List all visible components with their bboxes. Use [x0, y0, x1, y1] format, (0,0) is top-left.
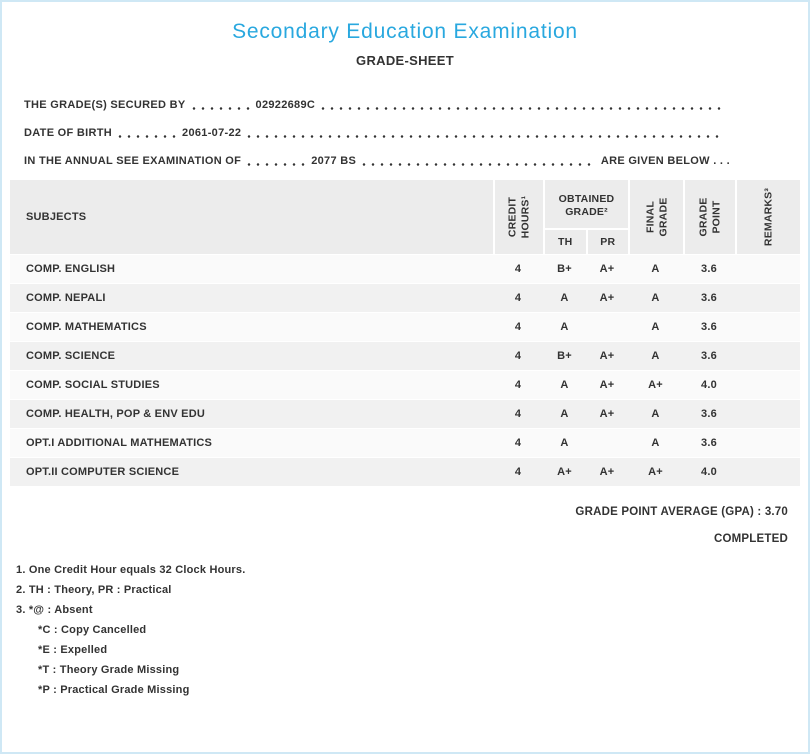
th-grade-cell: A: [560, 437, 569, 449]
grade-table: [10, 180, 800, 486]
column-header-obtained-grade: OBTAINED GRADE² TH PR: [543, 180, 628, 254]
column-header-remarks: REMARKS³: [735, 180, 800, 254]
candidate-info: [24, 84, 730, 168]
footnote: *E : Expelled: [38, 644, 108, 656]
table-row: [10, 254, 800, 283]
result-summary: [2, 506, 808, 545]
subject-cell: COMP. MATHEMATICS: [26, 321, 147, 333]
table-row: [10, 341, 800, 370]
table-row: [10, 283, 800, 312]
grade-point-cell: 3.6: [701, 350, 717, 362]
info-line-suffix: ARE GIVEN BELOW . . .: [600, 155, 730, 167]
dotted-leader: [192, 107, 250, 110]
pr-grade-cell: A+: [599, 466, 615, 478]
grade-point-cell: 4.0: [701, 379, 717, 391]
grade-table-body: [10, 254, 800, 486]
page-title: Secondary Education Examination: [232, 20, 578, 43]
dotted-leader: [118, 135, 176, 138]
pr-grade-cell: A+: [599, 379, 615, 391]
final-grade-cell: A: [651, 292, 660, 304]
table-row: [10, 428, 800, 457]
exam-year-value: 2077 BS: [311, 155, 357, 167]
info-line-exam-year: [24, 140, 730, 168]
candidate-symbol-number: 02922689C: [255, 99, 316, 111]
credit-hours-cell: 4: [514, 466, 522, 478]
pr-grade-cell: A+: [599, 350, 615, 362]
grade-point-cell: 3.6: [701, 408, 717, 420]
footnote: *T : Theory Grade Missing: [38, 664, 180, 676]
dotted-leader: [247, 163, 305, 166]
credit-hours-cell: 4: [514, 379, 522, 391]
grade-point-cell: 3.6: [701, 292, 717, 304]
final-grade-cell: A+: [648, 466, 663, 478]
table-row: [10, 312, 800, 341]
th-grade-cell: B+: [557, 263, 572, 275]
grade-point-cell: 3.6: [701, 437, 717, 449]
subject-cell: COMP. ENGLISH: [26, 263, 116, 275]
footnote: *C : Copy Cancelled: [38, 624, 147, 636]
final-grade-cell: A: [651, 408, 660, 420]
completion-status: COMPLETED: [714, 533, 788, 545]
table-row: [10, 457, 800, 486]
subject-cell: COMP. SCIENCE: [26, 350, 116, 362]
date-of-birth-value: 2061-07-22: [182, 127, 242, 139]
gpa-line: GRADE POINT AVERAGE (GPA) : 3.70: [575, 506, 788, 518]
final-grade-cell: A+: [648, 379, 663, 391]
column-header-credit-hours: CREDIT HOURS¹: [493, 180, 543, 254]
grade-table-header: [10, 180, 800, 254]
grade-point-cell: 4.0: [701, 466, 717, 478]
subject-cell: OPT.II COMPUTER SCIENCE: [26, 466, 180, 478]
info-label: DATE OF BIRTH: [24, 127, 113, 139]
credit-hours-cell: 4: [514, 408, 522, 420]
th-grade-cell: A: [560, 292, 569, 304]
pr-grade-cell: A+: [599, 263, 615, 275]
final-grade-cell: A: [651, 263, 660, 275]
credit-hours-cell: 4: [514, 350, 522, 362]
th-grade-cell: A: [560, 321, 569, 333]
obtained-grade-subheader: [545, 228, 628, 254]
final-grade-cell: A: [651, 437, 660, 449]
credit-hours-cell: 4: [514, 263, 522, 275]
subject-cell: OPT.I ADDITIONAL MATHEMATICS: [26, 437, 213, 449]
dotted-leader: [362, 163, 595, 166]
footnote: 1. One Credit Hour equals 32 Clock Hours.: [16, 564, 246, 576]
th-grade-cell: A+: [557, 466, 572, 478]
column-header-final-grade: FINAL GRADE: [628, 180, 683, 254]
credit-hours-cell: 4: [514, 292, 522, 304]
th-grade-cell: A: [560, 379, 569, 391]
footnotes: [16, 563, 808, 703]
subject-cell: COMP. NEPALI: [26, 292, 106, 304]
info-label: IN THE ANNUAL SEE EXAMINATION OF: [24, 155, 242, 167]
document-subtitle: GRADE-SHEET: [356, 53, 454, 68]
column-header-subjects: SUBJECTS: [26, 211, 87, 223]
grade-point-cell: 3.6: [701, 321, 717, 333]
column-header-grade-point: GRADE POINT: [683, 180, 735, 254]
table-row: [10, 370, 800, 399]
info-line-grades-secured-by: [24, 84, 730, 112]
pr-grade-cell: A+: [599, 408, 615, 420]
column-header-th: TH: [558, 236, 573, 248]
dotted-leader: [247, 135, 724, 138]
dotted-leader: [321, 107, 724, 110]
final-grade-cell: A: [651, 321, 660, 333]
credit-hours-cell: 4: [514, 321, 522, 333]
table-row: [10, 399, 800, 428]
pr-grade-cell: A+: [599, 292, 615, 304]
th-grade-cell: A: [560, 408, 569, 420]
footnote: *P : Practical Grade Missing: [38, 684, 190, 696]
subject-cell: COMP. HEALTH, POP & ENV EDU: [26, 408, 205, 420]
footnote: 3. *@ : Absent: [16, 604, 93, 616]
credit-hours-cell: 4: [514, 437, 522, 449]
column-header-pr: PR: [586, 230, 629, 254]
footnote: 2. TH : Theory, PR : Practical: [16, 584, 172, 596]
subject-cell: COMP. SOCIAL STUDIES: [26, 379, 160, 391]
info-label: THE GRADE(S) SECURED BY: [24, 99, 186, 111]
th-grade-cell: B+: [557, 350, 572, 362]
final-grade-cell: A: [651, 350, 660, 362]
info-line-date-of-birth: [24, 112, 730, 140]
grade-point-cell: 3.6: [701, 263, 717, 275]
